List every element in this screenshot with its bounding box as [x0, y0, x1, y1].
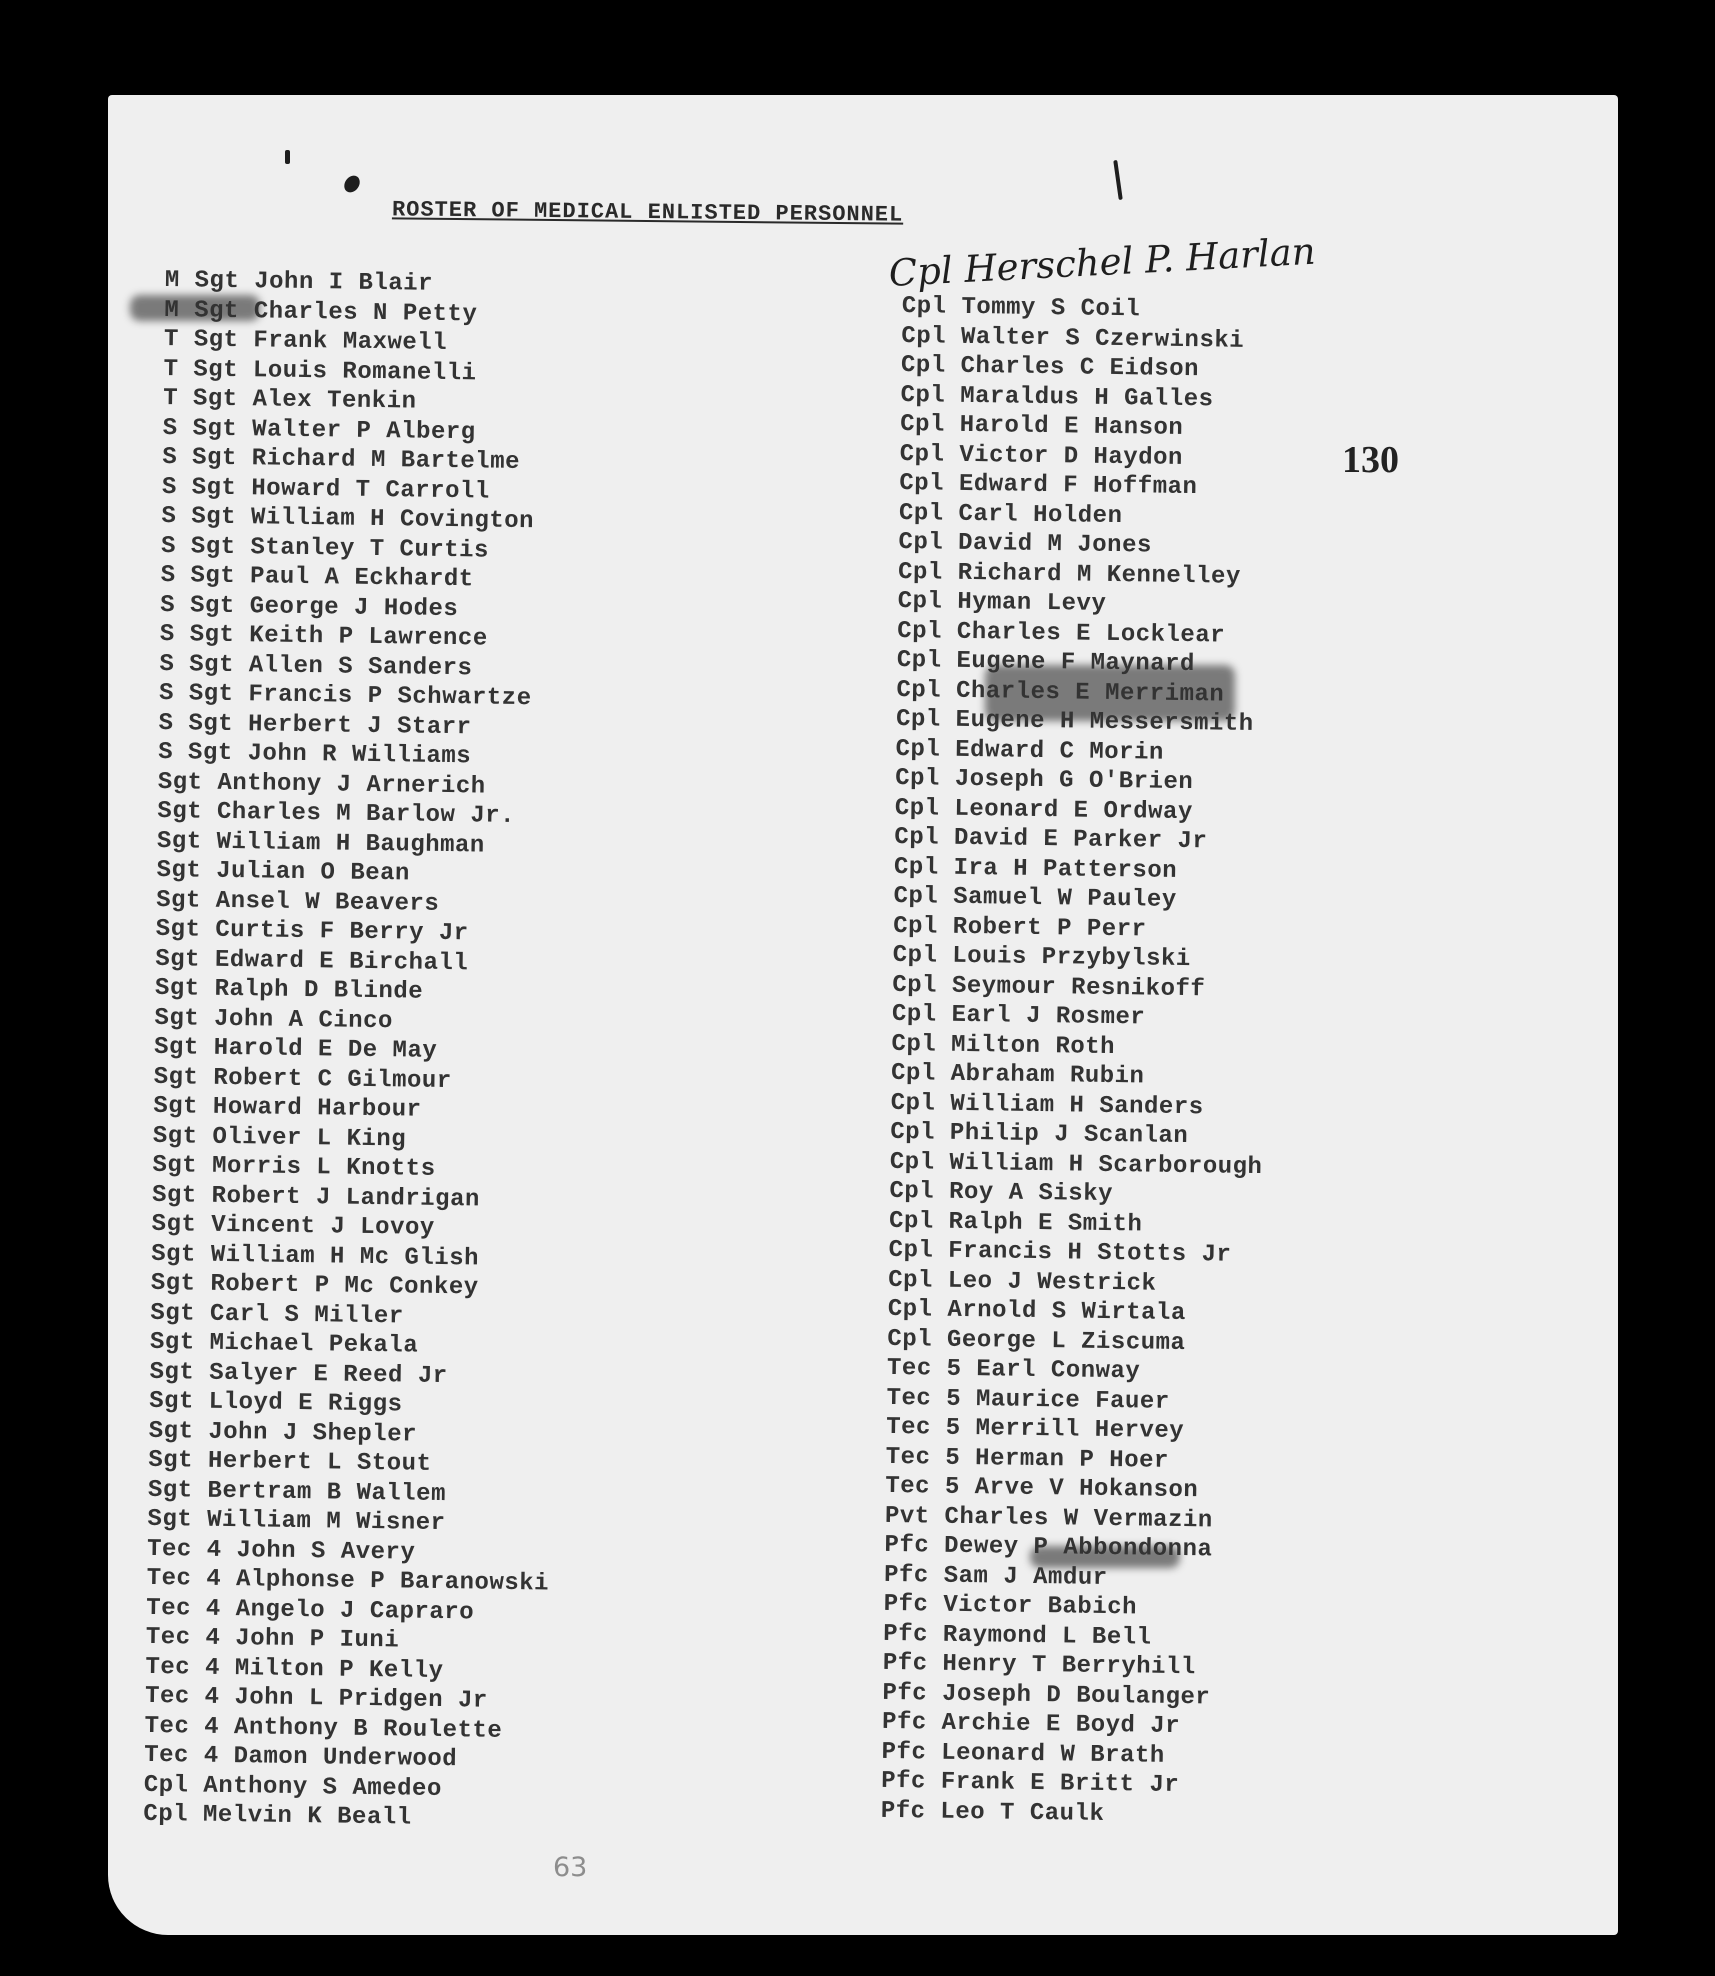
roster-entry: Cpl William H Scarborough	[889, 1148, 1263, 1181]
roster-entry: Sgt William M Wisner	[147, 1505, 446, 1538]
roster-entry: Sgt Oliver L King	[152, 1122, 407, 1153]
roster-right-column	[881, 292, 1275, 1831]
roster-entry: S Sgt Stanley T Curtis	[160, 532, 490, 565]
pencil-note: 63	[553, 1852, 588, 1883]
roster-entry: Tec 4 Damon Underwood	[144, 1741, 458, 1774]
roster-entry: S Sgt Herbert J Starr	[158, 709, 472, 741]
roster-entry: Cpl Carl Holden	[898, 499, 1123, 530]
roster-entry: Sgt John A Cinco	[154, 1004, 394, 1035]
roster-entry: M Sgt John I Blair	[164, 266, 434, 298]
roster-entry: Sgt Salyer E Reed Jr	[149, 1358, 448, 1390]
roster-entry: Tec 4 John P Iuni	[145, 1623, 400, 1655]
roster-entry: Cpl Seymour Resnikoff	[892, 971, 1206, 1003]
roster-entry: Sgt Julian O Bean	[156, 856, 411, 888]
roster-entry: S Sgt Francis P Schwartze	[158, 679, 532, 713]
roster-entry: Tec 5 Arve V Hokanson	[885, 1472, 1199, 1505]
roster-entry: Sgt Charles M Barlow Jr.	[157, 797, 516, 830]
handwritten-annotation: Cpl Herschel P. Harlan	[887, 229, 1317, 295]
roster-entry: Pfc Sam J Amdur	[883, 1561, 1108, 1592]
roster-entry: Pfc Leonard W Brath	[881, 1738, 1165, 1770]
roster-entry: Tec 4 Alphonse P Baranowski	[146, 1564, 550, 1598]
roster-entry: Cpl Maraldus H Galles	[900, 381, 1214, 413]
roster-entry: Cpl Earl J Rosmer	[891, 1000, 1146, 1032]
roster-entry: Cpl Tommy S Coil	[901, 292, 1141, 324]
roster-entry: Pfc Archie E Boyd Jr	[881, 1708, 1181, 1741]
roster-entry: Sgt William H Mc Glish	[151, 1240, 480, 1272]
roster-entry: Sgt Robert C Gilmour	[153, 1063, 452, 1095]
roster-entry: Cpl William H Sanders	[890, 1089, 1204, 1121]
roster-entry: Sgt Carl S Miller	[150, 1299, 404, 1330]
roster-entry: Cpl Victor D Haydon	[899, 440, 1184, 472]
roster-entry: Cpl Charles E Merriman	[896, 676, 1225, 709]
roster-entry: Pfc Victor Babich	[883, 1590, 1138, 1622]
roster-entry: Cpl Richard M Kennelley	[897, 558, 1242, 591]
roster-entry: Sgt Morris L Knotts	[152, 1151, 436, 1183]
roster-entry: Tec 4 Milton P Kelly	[145, 1653, 444, 1685]
roster-entry: Cpl Anthony S Amedeo	[143, 1771, 442, 1803]
roster-entry: Tec 5 Herman P Hoer	[885, 1443, 1170, 1475]
roster-entry: Cpl David E Parker Jr	[894, 823, 1208, 856]
roster-entry: S Sgt Howard T Carroll	[161, 473, 490, 506]
roster-entry: Sgt Edward E Birchall	[155, 945, 469, 977]
roster-entry: Cpl David M Jones	[898, 528, 1153, 560]
roster-entry: T Sgt Alex Tenkin	[162, 384, 417, 416]
roster-entry: Pfc Frank E Britt Jr	[881, 1767, 1180, 1800]
roster-entry: Sgt Lloyd E Riggs	[148, 1387, 403, 1419]
roster-entry: Sgt Herbert L Stout	[148, 1446, 432, 1478]
roster-entry: Sgt Michael Pekala	[149, 1328, 419, 1360]
roster-entry: Cpl Edward F Hoffman	[899, 469, 1198, 502]
roster-entry: Tec 5 Maurice Fauer	[886, 1384, 1170, 1416]
roster-entry: Cpl Eugene H Messersmith	[895, 705, 1254, 738]
roster-entry: S Sgt William H Covington	[161, 502, 535, 536]
roster-entry: T Sgt Louis Romanelli	[163, 355, 477, 387]
roster-entry: Cpl George L Ziscuma	[887, 1325, 1186, 1357]
page-number: 130	[1342, 439, 1399, 481]
roster-entry: Cpl Abraham Rubin	[890, 1059, 1145, 1091]
roster-entry: Cpl Hyman Levy	[897, 587, 1107, 618]
roster-entry: Tec 4 Angelo J Capraro	[146, 1594, 475, 1626]
ink-stroke	[285, 150, 290, 164]
roster-entry: Cpl Robert P Perr	[892, 912, 1147, 943]
roster-entry: Pfc Leo T Caulk	[880, 1797, 1105, 1828]
roster-entry: S Sgt Paul A Eckhardt	[160, 561, 474, 594]
roster-entry: Pfc Joseph D Boulanger	[882, 1679, 1211, 1711]
roster-entry: Sgt Curtis F Berry Jr	[155, 915, 469, 948]
roster-entry: Sgt Bertram B Wallem	[147, 1476, 447, 1508]
roster-entry: S Sgt Allen S Sanders	[159, 650, 473, 682]
roster-entry: S Sgt John R Williams	[158, 738, 472, 771]
roster-entry: Pfc Henry T Berryhill	[882, 1649, 1196, 1682]
roster-entry: Cpl Arnold S Wirtala	[887, 1295, 1186, 1328]
roster-entry: Cpl Harold E Hanson	[899, 410, 1184, 442]
roster-entry: S Sgt Keith P Lawrence	[159, 620, 488, 653]
roster-entry: Pfc Raymond L Bell	[883, 1620, 1152, 1652]
roster-entry: M Sgt Charles N Petty	[164, 296, 478, 328]
roster-entry: Cpl Samuel W Pauley	[893, 882, 1177, 914]
roster-entry: Cpl Philip J Scanlan	[890, 1118, 1189, 1151]
roster-entry: S Sgt Walter P Alberg	[162, 414, 476, 446]
roster-entry: Tec 5 Merrill Hervey	[885, 1413, 1185, 1446]
roster-entry: Sgt Ralph D Blinde	[154, 974, 424, 1006]
roster-entry: Sgt Harold E De May	[153, 1033, 438, 1065]
roster-entry: Cpl Edward C Morin	[895, 735, 1165, 767]
roster-entry: Sgt Howard Harbour	[153, 1092, 422, 1124]
roster-entry: S Sgt Richard M Bartelme	[162, 443, 521, 476]
roster-entry: Cpl Leonard E Ordway	[894, 794, 1194, 826]
roster-entry: Cpl Francis H Stotts Jr	[888, 1236, 1232, 1269]
roster-entry: Sgt Anthony J Arnerich	[157, 768, 486, 801]
roster-entry: Sgt Vincent J Lovoy	[151, 1210, 435, 1242]
roster-entry: Cpl Milton Roth	[891, 1030, 1116, 1061]
document-title: ROSTER OF MEDICAL ENLISTED PERSONNEL	[391, 197, 904, 228]
roster-entry: T Sgt Frank Maxwell	[163, 325, 448, 357]
roster-entry: Sgt Ansel W Beavers	[155, 886, 440, 918]
roster-entry: Cpl Ira H Patterson	[893, 853, 1178, 885]
roster-entry: Sgt Robert J Landrigan	[151, 1181, 481, 1213]
roster-entry: Tec 4 John S Avery	[146, 1535, 416, 1567]
roster-entry: Cpl Walter S Czerwinski	[901, 322, 1245, 355]
roster-entry: Tec 5 Earl Conway	[886, 1354, 1141, 1386]
roster-entry: Cpl Roy A Sisky	[889, 1177, 1114, 1209]
roster-entry: Pvt Charles W Vermazin	[884, 1502, 1213, 1534]
roster-entry: Cpl Melvin K Beall	[143, 1800, 412, 1832]
roster-left-column	[143, 266, 567, 1835]
roster-entry: Cpl Ralph E Smith	[888, 1207, 1143, 1238]
roster-entry: Tec 4 Anthony B Roulette	[144, 1712, 503, 1745]
roster-entry: Cpl Louis Przybylski	[892, 941, 1191, 974]
roster-entry: Cpl Charles E Locklear	[897, 617, 1226, 650]
roster-entry: Pfc Dewey P Abbondonna	[884, 1531, 1213, 1564]
roster-entry: Cpl Charles C Eidson	[900, 351, 1200, 384]
roster-entry: Cpl Leo J Westrick	[888, 1266, 1157, 1298]
roster-entry: S Sgt George J Hodes	[160, 591, 459, 623]
roster-entry: Sgt John J Shepler	[148, 1417, 418, 1449]
roster-entry: Tec 4 John L Pridgen Jr	[144, 1682, 488, 1715]
roster-entry: Sgt William H Baughman	[156, 827, 485, 860]
roster-entry: Sgt Robert P Mc Conkey	[150, 1269, 479, 1302]
roster-entry: Cpl Eugene F Maynard	[896, 646, 1196, 679]
roster-entry: Cpl Joseph G O'Brien	[895, 764, 1194, 797]
